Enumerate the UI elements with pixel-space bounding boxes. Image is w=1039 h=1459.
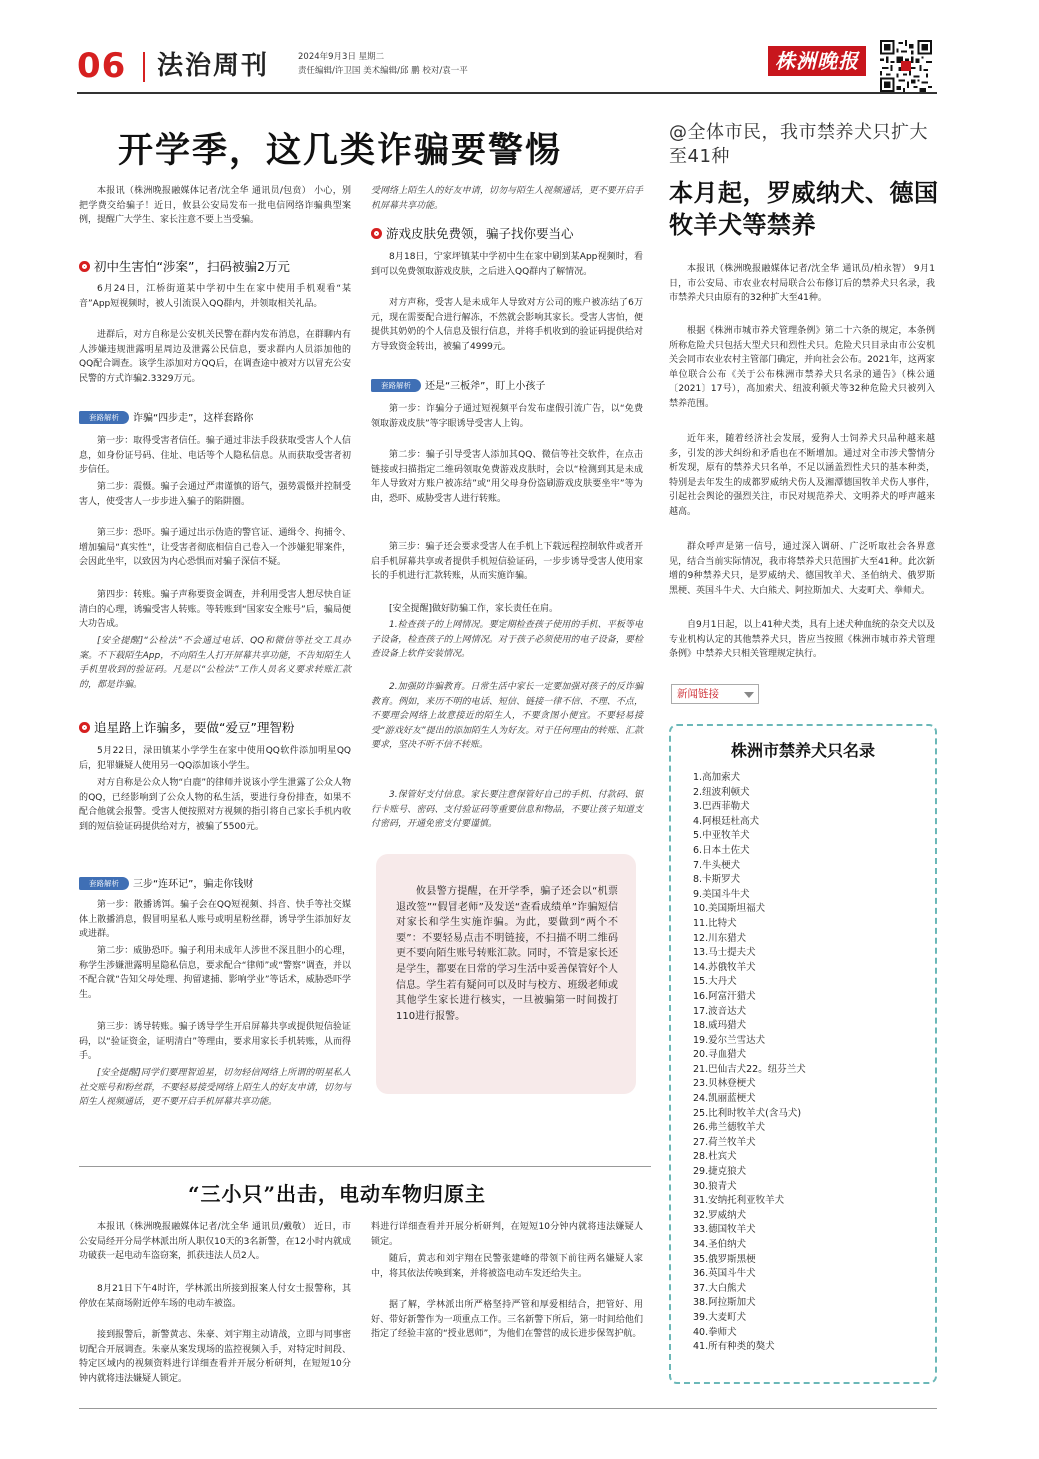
banned-breed-item: 14.苏俄牧羊犬 [693,961,756,973]
case2-title [79,718,294,738]
analysis1-step-2: 第二步：震慑。骗子会通过严肃谨慎的语气，强势震慑并控制受害人，使受害人一步步进入骗子的陷阱圈。 [79,482,351,507]
case3-paragraph-2: 对方声称，受害人是未成年人导致对方公司的账户被冻结了6万元，现在需要配合进行解冻，不然就会影响其家长。受害人害怕，便提供其奶奶的个人信息及银行信息，并将手机收到的验证码提供给对方导致资金转出，被骗了4999元。 [371,298,643,352]
banned-breed-item: 26.弗兰德牧羊犬 [693,1122,766,1134]
case2-title-text: 追星路上诈骗多，要做“爱豆”理智粉 [94,720,295,735]
banned-breed-item: 21.巴仙吉犬22。纽芬兰犬 [693,1063,806,1075]
banned-breed-item: 13.马士提夫犬 [693,947,756,959]
banned-breed-item: 36.英国斗牛犬 [693,1268,756,1280]
banned-breed-item: 37.大白熊犬 [693,1282,747,1294]
analysis-tag: 套路解析 [79,877,129,890]
banned-breed-item: 23.贝林登梗犬 [693,1078,756,1090]
banned-breed-item: 29.捷克狼犬 [693,1166,747,1178]
banned-breed-item: 4.阿根廷杜高犬 [693,815,760,827]
banned-breed-item: 27.荷兰牧羊犬 [693,1136,756,1148]
masthead-divider [143,52,145,82]
analysis2-step-3: 第三步：诱导转账。骗子诱导学生开启屏幕共享或提供短信验证码，以“验证资金，证明清白”等理由，要求用家长手机转账，从而得手。 [79,1022,351,1062]
red-dot-bullet-icon [79,261,90,272]
banned-breed-item: 18.威玛猎犬 [693,1020,747,1032]
analysis2-step-1: 第一步：散播诱饵。骗子会在QQ短视频、抖音、快手等社交媒体上散播消息，假冒明星私人账号或明星粉丝群，诱导学生添加好友或进群。 [79,900,351,940]
analysis1-step-4: 第四步：转账。骗子声称要资金调查，并利用受害人想尽快自证清白的心理，诱骗受害人转账。等转账到“国家安全账号”后，骗局便大功告成。 [79,590,351,630]
safety-tip-1: [安全提醒]“公检法”不会通过电话、QQ和微信等社交工具办案。不下载陌生App，不向陌生人打开屏幕共享功能，不告知陌生人手机里收到的验证码。凡是以“公检法”工作人员名义要求转账汇款的，都是诈骗。 [79,636,351,690]
case3-paragraph-1: 8月18日，宁家坪镇某中学初中生在家中刷到某App视频时，看到可以免费领取游戏皮肤，之后进入QQ群内了解情况。 [371,252,643,277]
masthead-rule [77,92,937,94]
safety-tip-3-item-2: 2.加强防诈骗教育。日常生活中家长一定要加强对孩子的反诈骗教育。例如，来历不明的电话、短信、链接一律不信、不理、不点，不要理会网络上故意接近的陌生人，不要贪图小便宜。不要轻易接受“游戏好友”提出的添加陌生人为好友。对于任何理由的转账、汇款要求，坚决不听不信不转账。 [371,682,643,751]
dropdown-arrow-icon [744,692,754,698]
bottom-story-paragraph-5: 据了解，学林派出所严格坚持严管和厚爱相结合，把管好、用好、带好新警作为一项重点工作。三名新警下所后，第一时间给他们指定了经验丰富的“授业恩师”，为他们在警营的成长进步保驾护航。 [371,1300,643,1340]
banned-breed-item: 30.狼青犬 [693,1180,737,1192]
analysis1-step-3: 第三步：恐吓。骗子通过出示伪造的警官证、通缉令、拘捕令、增加骗局“真实性”，让受害者彻底相信自己卷入一个涉嫌犯罪案件，会因此坐牢，以致因为内心恐惧而对骗子深信不疑。 [79,528,351,568]
banned-breed-item: 38.阿拉斯加犬 [693,1297,756,1309]
case3-title [371,224,574,244]
banned-breed-item: 40.拳师犬 [693,1326,737,1338]
page-number: 06 [77,46,127,86]
analysis2-heading [79,876,253,894]
banned-breed-item: 28.杜宾犬 [693,1151,737,1163]
banned-breed-item: 35.俄罗斯黑梗 [693,1253,756,1265]
banned-breed-item: 41.所有种类的獒犬 [693,1341,775,1353]
red-dot-bullet-icon [79,722,90,733]
main-intro: 本报讯（株洲晚报融媒体记者/沈全华 通讯员/包贲） 小心，别把学费交给骗子！近日，攸县公安局发布一批电信网络诈骗典型案例，提醒广大学生、家长注意不要上当受骗。 [79,186,351,226]
banned-breed-item: 16.阿富汗猎犬 [693,990,756,1002]
banned-breed-list [693,771,933,1355]
dog-story-paragraph-1: 本报讯（株洲晚报融媒体记者/沈全华 通讯员/柏永智） 9月1日，市公安局、市农业农村局联合公布修订后的禁养犬只名录，我市禁养犬只由原有的32种扩大至41种。 [669,264,935,304]
analysis2-title: 三步“连环记”，骗走你钱财 [133,879,254,890]
section-name: 法治周刊 [157,51,270,81]
analysis-tag: 套路解析 [79,411,129,424]
dog-story-paragraph-5: 自9月1日起，以上41种犬类，具有上述犬种血统的杂交犬以及专业机构认定的其他禁养犬只，皆应当按照《株洲市城市养犬管理条例》中禁养犬只相关管理规定执行。 [669,620,935,660]
banned-breed-item: 33.德国牧羊犬 [693,1224,756,1236]
main-headline: 开学季，这几类诈骗要警惕 [118,131,563,171]
analysis3-step-3: 第三步：骗子还会要求受害人在手机上下载远程控制软件或者开启手机屏幕共享或者提供手机短信验证码，一步步诱导受害人使用家长的手机进行汇款转账，从而实施诈骗。 [371,542,643,582]
analysis1-heading [79,410,253,428]
banned-breed-item: 12.川东猎犬 [693,932,747,944]
banned-breed-box [669,724,937,1384]
banned-breed-item: 8.卡斯罗犬 [693,874,741,886]
bottom-story-paragraph-1: 本报讯（株洲晚报融媒体记者/沈全华 通讯员/戴敬） 近日，市公安局经开分局学林派出所人职仅10天的3名新警，在12小时内就成功破获一起电动车盗窃案，抓获违法人员2人。 [79,1222,351,1262]
case1-title [79,257,290,277]
analysis3-step-2: 第二步：骗子引导受害人添加其QQ、微信等社交软件，在点击链接或扫描指定二维码领取免费游戏皮肤时，会以“检测到其是未成年人导致对方账户被冻结”或“用父母身份盗刷游戏皮肤要坐牢”等为由，恐吓、威胁受害人进行转账。 [371,450,643,504]
police-tip-text: 攸县警方提醒，在开学季，骗子还会以“机票退改签”“假冒老师”及发送“查看成绩单”诈骗短信对家长和学生实施诈骗。为此，要做到“两个不要”：不要轻易点击不明链接，不扫描不明二维码更不要向陌生账号转账汇款。同时，不管是家长还是学生，都要在日常的学习生活中妥善保管好个人信息。学生若有疑问可以及时与校方、班级老师或其他学生家长进行核实，一旦被骗第一时间拨打110进行报警。 [396,886,618,1022]
banned-breed-item: 7.牛头梗犬 [693,859,741,871]
banned-breed-item: 2.纽波利顿犬 [693,786,750,798]
safety-tip-2-continued: 受网络上陌生人的好友申请，切勿与陌生人视频通话，更不要开启手机屏幕共享功能。 [371,186,643,211]
bottom-story-paragraph-4: 随后，黄志和刘宇翔在民警张建峰的带领下前往两名嫌疑人家中，将其依法传唤到案，并将被盗电动车发还给失主。 [371,1254,643,1279]
police-tip-box [376,854,636,1094]
analysis3-heading [371,378,545,396]
bottom-story-paragraph-2: 8月21日下午4时许，学林派出所接到报案人付女士报警称，其停放在某商场附近停车场的电动车被盗。 [79,1284,351,1309]
analysis1-title: 诈骗“四步走”，这样套路你 [133,413,254,424]
editor-credits: 责任编辑/许卫国 美术编辑/邱 鹏 校对/袁一平 [298,66,468,76]
case3-title-text: 游戏皮肤免费领，骗子找你要当心 [386,226,574,241]
case1-paragraph-2: 进群后，对方自称是公安机关民警在群内发布消息，在群聊内有人涉嫌违规泄露明星周边及泄露公民信息，要求群内人员添加他的QQ配合调查。该学生添加对方QQ后，在调查途中被对方以冒充公安民警的方式诈骗2.3329万元。 [79,330,351,384]
banned-breed-item: 6.日本土佐犬 [693,844,750,856]
safety-tip-3-intro: [安全提醒]做好防骗工作，家长责任在肩。 [389,604,559,614]
section-divider [79,1166,651,1167]
qr-code-icon [880,40,932,92]
case2-paragraph-2: 对方自称是公众人物“白鹿”的律师并说该小学生泄露了公众人物的QQ，已经影响到了公众人物的私生活，要进行身份排查，如果不配合他就会报警。受害人便按照对方视频的指引将自己家长手机内收到的短信验证码提供给对方，被骗了5500元。 [79,778,351,832]
dog-story-paragraph-4: 群众呼声是第一信号，通过深入调研、广泛听取社会各界意见，结合当前实际情况，我市将禁养犬只范围扩大至41种。此次新增的9种禁养犬只，是罗威纳犬、德国牧羊犬、圣伯纳犬、俄罗斯黑梗、英国斗牛犬、大白熊犬、阿拉斯加犬、大麦町犬、拳师犬。 [669,542,935,596]
banned-breed-item: 19.爱尔兰雪达犬 [693,1034,766,1046]
newspaper-logo: 株洲晚报 [768,46,866,76]
analysis1-step-1: 第一步：取得受害者信任。骗子通过非法手段获取受害人个人信息，如身份证号码、住址、电话等个人隐私信息。从而获取受害者初步信任。 [79,436,351,476]
safety-tip-2: [安全提醒]同学们要理智追星，切勿轻信网络上所谓的明星私人社交账号和粉丝群，不要轻易接受网络上陌生人的好友申请，切勿与陌生人视频通话，更不要开启手机屏幕共享功能。 [79,1068,351,1108]
masthead-meta [298,50,468,78]
banned-breed-item: 32.罗威纳犬 [693,1209,747,1221]
banned-breed-item: 1.高加索犬 [693,772,741,783]
analysis3-step-1: 第一步：诈骗分子通过短视频平台发布虚假引流广告，以“免费领取游戏皮肤”等字眼诱导受害人上钩。 [371,404,643,429]
bottom-story-paragraph-3: 接到报警后，新警黄志、朱豪、刘宇翔主动请战，立即与同事密切配合开展调查。朱豪从案发现场的监控视频入手，对特定时间段、特定区域内的视频资料进行详细查看并开展分析研判，在短短10分钟内就将违法嫌疑人锁定。 [79,1330,351,1384]
case2-paragraph-1: 5月22日，渌田镇某小学学生在家中使用QQ软件添加明星QQ后，犯罪嫌疑人使用另一QQ添加该小学生。 [79,746,351,771]
banned-breed-item: 31.安纳托利亚牧羊犬 [693,1195,785,1207]
banned-breed-item: 39.大麦町犬 [693,1311,747,1323]
safety-tip-3-item-3: 3.保管好支付信息。家长要注意保管好自己的手机、付款码、银行卡账号、密码、支付验证码等重要信息和物品，不要让孩子知道支付密码，开通免密支付要谨慎。 [371,790,643,830]
analysis3-title: 还是“三板斧”，盯上小孩子 [425,381,546,392]
bottom-story-paragraph-3-continued: 料进行详细查看并开展分析研判，在短短10分钟内就将违法嫌疑人锁定。 [371,1222,643,1247]
dog-story-paragraph-3: 近年来，随着经济社会发展，爱狗人士饲养犬只品种越来越多，引发的涉犬纠纷和矛盾也在不断增加。通过对全市涉犬警情分析发现，原有的禁养犬只名单，不足以涵盖烈性犬只的基本种类，特别是去年发生的成都罗威纳犬伤人及湘潭德国牧羊犬伤人事件，引起社会舆论的强烈关注，市民对规范养犬、文明养犬的呼声越来越高。 [669,434,935,517]
issue-date: 2024年9月3日 星期二 [298,52,385,62]
analysis2-step-2: 第二步：威胁恐吓。骗子利用未成年人涉世不深且胆小的心理，称学生涉嫌泄露明星隐私信息，要求配合“律师”或“警察”调查，并以不配合就“告知父母处理、拘留逮捕、影响学业”等话术，威胁恐吓学生。 [79,946,351,1000]
red-dot-bullet-icon [371,228,382,239]
banned-breed-item: 10.美国斯坦福犬 [693,903,766,915]
case1-paragraph-1: 6月24日，江桥街道某中学初中生在家中使用手机观看“某音”App短视频时，被人引流误入QQ群内，并领取相关礼品。 [79,284,351,309]
banned-breed-item: 11.比特犬 [693,917,737,929]
banned-breed-title: 株洲市禁养犬只名录 [730,741,875,760]
safety-tip-3-item-1: 1.检查孩子的上网情况。要定期检查孩子使用的手机、平板等电子设备，检查孩子的上网情况。对于孩子必须使用的电子设备，要检查设备上软件安装情况。 [371,620,643,660]
dog-story-paragraph-2: 根据《株洲市城市养犬管理条例》第二十六条的规定，本条例所称危险犬只包括大型犬只和烈性犬只。危险犬只目录由市公安机关会同市农业农村主管部门确定，并向社会公布。2021年，这两家单位联合公布《关于公布株洲市禁养犬只名录的通告》（株公通〔2021〕17号），高加索犬、纽波利顿犬等32种危险犬只被列入禁养范围。 [669,326,935,409]
banned-breed-item: 9.美国斗牛犬 [693,888,750,900]
banned-breed-item: 20.寻血猎犬 [693,1049,747,1061]
dog-story-kicker: @全体市民，我市禁养犬只扩大至41种 [669,122,928,167]
banned-breed-item: 24.凯丽蓝梗犬 [693,1093,756,1105]
banned-breed-item: 17.波音达犬 [693,1005,747,1017]
analysis-tag: 套路解析 [371,379,421,392]
news-link-text: 新闻链接 [677,688,719,700]
banned-breed-item: 15.大丹犬 [693,976,737,988]
footer-rule [79,1408,937,1409]
banned-breed-item: 5.中亚牧羊犬 [693,830,750,842]
dog-story-headline: 本月起，罗威纳犬、德国牧羊犬等禁养 [669,178,939,239]
banned-breed-item: 3.巴西菲勒犬 [693,801,750,813]
case1-title-text: 初中生害怕“涉案”，扫码被骗2万元 [94,259,290,274]
banned-breed-item: 34.圣伯纳犬 [693,1239,747,1250]
banned-breed-item: 25.比利时牧羊犬(含马犬) [693,1107,802,1119]
bottom-story-headline: “三小只”出击，电动车物归原主 [188,1182,487,1206]
news-link-label [671,684,759,704]
